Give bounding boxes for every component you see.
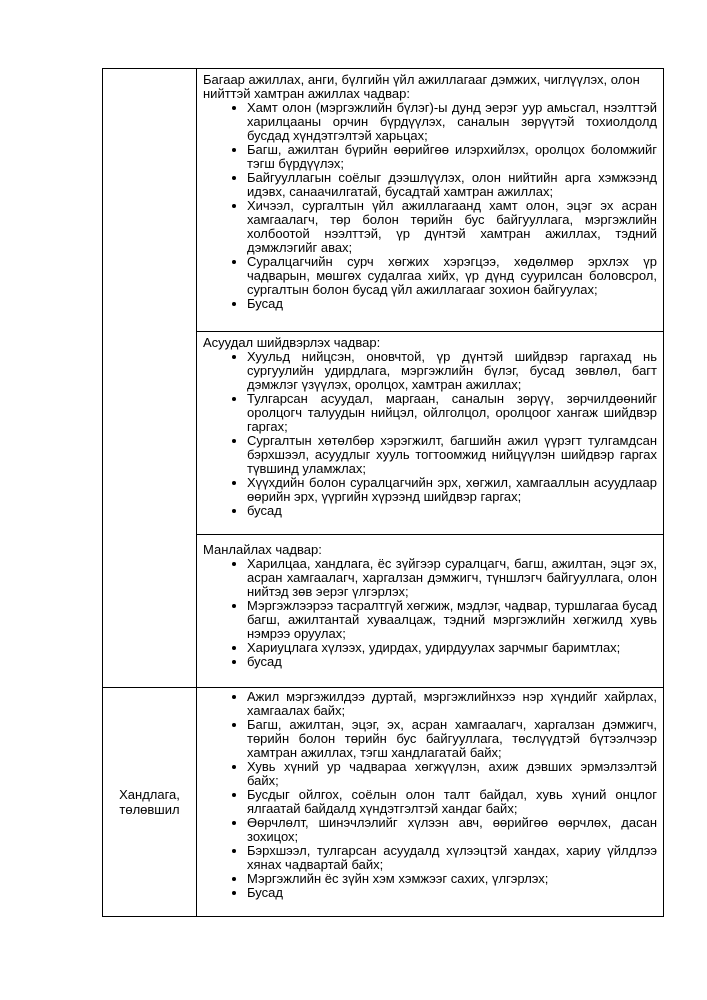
section-cell-teamwork [197,69,664,332]
row-label-line: Хандлага, [119,787,180,802]
list-item: • Сургалтын хөтөлбөр хэрэгжилт, багшийн ажил үүрэгт тулгамдсан бэрхшээл, асуудлыг хууль тогтоомжид нийцүүлэн шийдвэр гаргах түвшинд уламжлах; [247,434,657,476]
list-item: • Өөрчлөлт, шинэчлэлийг хүлээн авч, өөрийгөө өөрчлөх, дасан зохицох; [247,816,657,844]
list-item: • Харилцаа, хандлага, ёс зүйгээр суралцагч, багш, ажилтан, эцэг эх, асран хамгаалагч, харгалзан дэмжигч, түншлэгч байгууллага, олон нийтэд зөв эерэг үлгэрлэх; [247,557,657,599]
list-item: • Бусдыг ойлгох, соёлын олон талт байдал, хувь хүний онцлог ялгаатай байдалд хүндэтгэлтэй хандаг байх; [247,788,657,816]
list-item: • Мэргэжлийн ёс зүйн хэм хэмжээг сахих, үлгэрлэх; [247,872,657,886]
section-cell-attitude [197,688,664,917]
bullet-list-problem-solving [203,350,657,518]
list-item: • Мэргэжлээрээ тасралтгүй хөгжиж, мэдлэг, чадвар, туршлагаа бусад багш, ажилтантай хуваалцаж, тэдний мэргэжлийн хөгжилд хувь нэмрээ оруулах; [247,599,657,641]
list-item: • Тулгарсан асуудал, маргаан, саналын зөрүү, зөрчилдөөнийг оролцогч талуудын нийцэл, ойлголцол, оролцоог хангаж шийдвэр гаргах; [247,392,657,434]
list-item: • Бусад [247,886,657,900]
list-item: • Байгууллагын соёлыг дээшлүүлэх, олон нийтийн арга хэмжээнд идэвх, санаачилгатай, бусадтай хамтран ажиллах; [247,171,657,199]
list-item: • Хувь хүний ур чадвараа хөгжүүлэн, ахиж дэвших эрмэлзэлтэй байх; [247,760,657,788]
list-item: • Багш, ажилтан бүрийн өөрийгөө илэрхийлэх, оролцох боломжийг тэгш бүрдүүлэх; [247,143,657,171]
section-cell-leadership [197,535,664,688]
bullet-list-attitude [203,690,657,900]
list-item: • Бэрхшээл, тулгарсан асуудалд хүлээцтэй хандах, хариу үйлдлээ хянах чадвартай байх; [247,844,657,872]
list-item: • Бусад [247,297,657,311]
list-item: • Хуульд нийцсэн, оновчтой, үр дүнтэй шийдвэр гаргахад нь сургуулийн удирдлага, мэргэжлийн бүлэг, бусад зөвлөл, багт дэмжлэг үзүүлэх, оролцох, хамтран ажиллах; [247,350,657,392]
row-label-cell-attitude [103,688,197,917]
list-item: • Багш, ажилтан, эцэг, эх, асран хамгаалагч, харгалзан дэмжигч, төрийн болон төрийн бус байгууллага, төслүүдтэй бүтээлчээр хамтран ажиллах, тэгш хандлагатай байх; [247,718,657,760]
row-label-line: төлөвшил [119,802,180,817]
list-item: • бусад [247,504,657,518]
row-label-cell-empty [103,69,197,688]
list-item: • Хүүхдийн болон суралцагчийн эрх, хөгжил, хамгааллын асуудлаар өөрийн эрх, үүргийн хүрээнд шийдвэр гаргах; [247,476,657,504]
list-item: • бусад [247,655,657,669]
list-item: • Ажил мэргэжилдээ дуртай, мэргэжлийнхээ нэр хүндийг хайрлах, хамгаалах байх; [247,690,657,718]
table-row [103,688,664,917]
table-row [103,69,664,332]
section-cell-problem-solving [197,332,664,535]
bullet-list-teamwork [203,101,657,311]
competency-table [102,68,664,917]
section-heading-leadership: Манлайлах чадвар: [203,542,322,557]
list-item: • Хамт олон (мэргэжлийн бүлэг)-ы дунд эерэг уур амьсгал, нээлттэй харилцааны орчин бүрдүүлэх, саналын зөрүүтэй тохиолдолд бусдад хүндэтгэлтэй харьцах; [247,101,657,143]
section-heading-teamwork: Багаар ажиллах, анги, бүлгийн үйл ажиллагааг дэмжих, чиглүүлэх, олон нийттэй хамтран ажиллах чадвар: [203,72,640,101]
list-item: • Хариуцлага хүлээх, удирдах, удирдуулах зарчмыг баримтлах; [247,641,657,655]
bullet-list-leadership [203,557,657,669]
list-item: • Хичээл, сургалтын үйл ажиллагаанд хамт олон, эцэг эх асран хамгаалагч, төр болон төрийн бус байгууллага, мэргэжлийн холбоотой нээлттэй, үр дүнтэй хамтран ажиллах, тэдний дэмжлэгийг авах; [247,199,657,255]
list-item: • Суралцагчийн сурч хөгжих хэрэгцээ, хөдөлмөр эрхлэх үр чадварын, мөшгөх судалгаа хийх, үр дүнд суурилсан боловсрол, сургалтын болон бусад үйл ажиллагааг зохион байгуулах; [247,255,657,297]
section-heading-problem-solving: Асуудал шийдвэрлэх чадвар: [203,335,381,350]
